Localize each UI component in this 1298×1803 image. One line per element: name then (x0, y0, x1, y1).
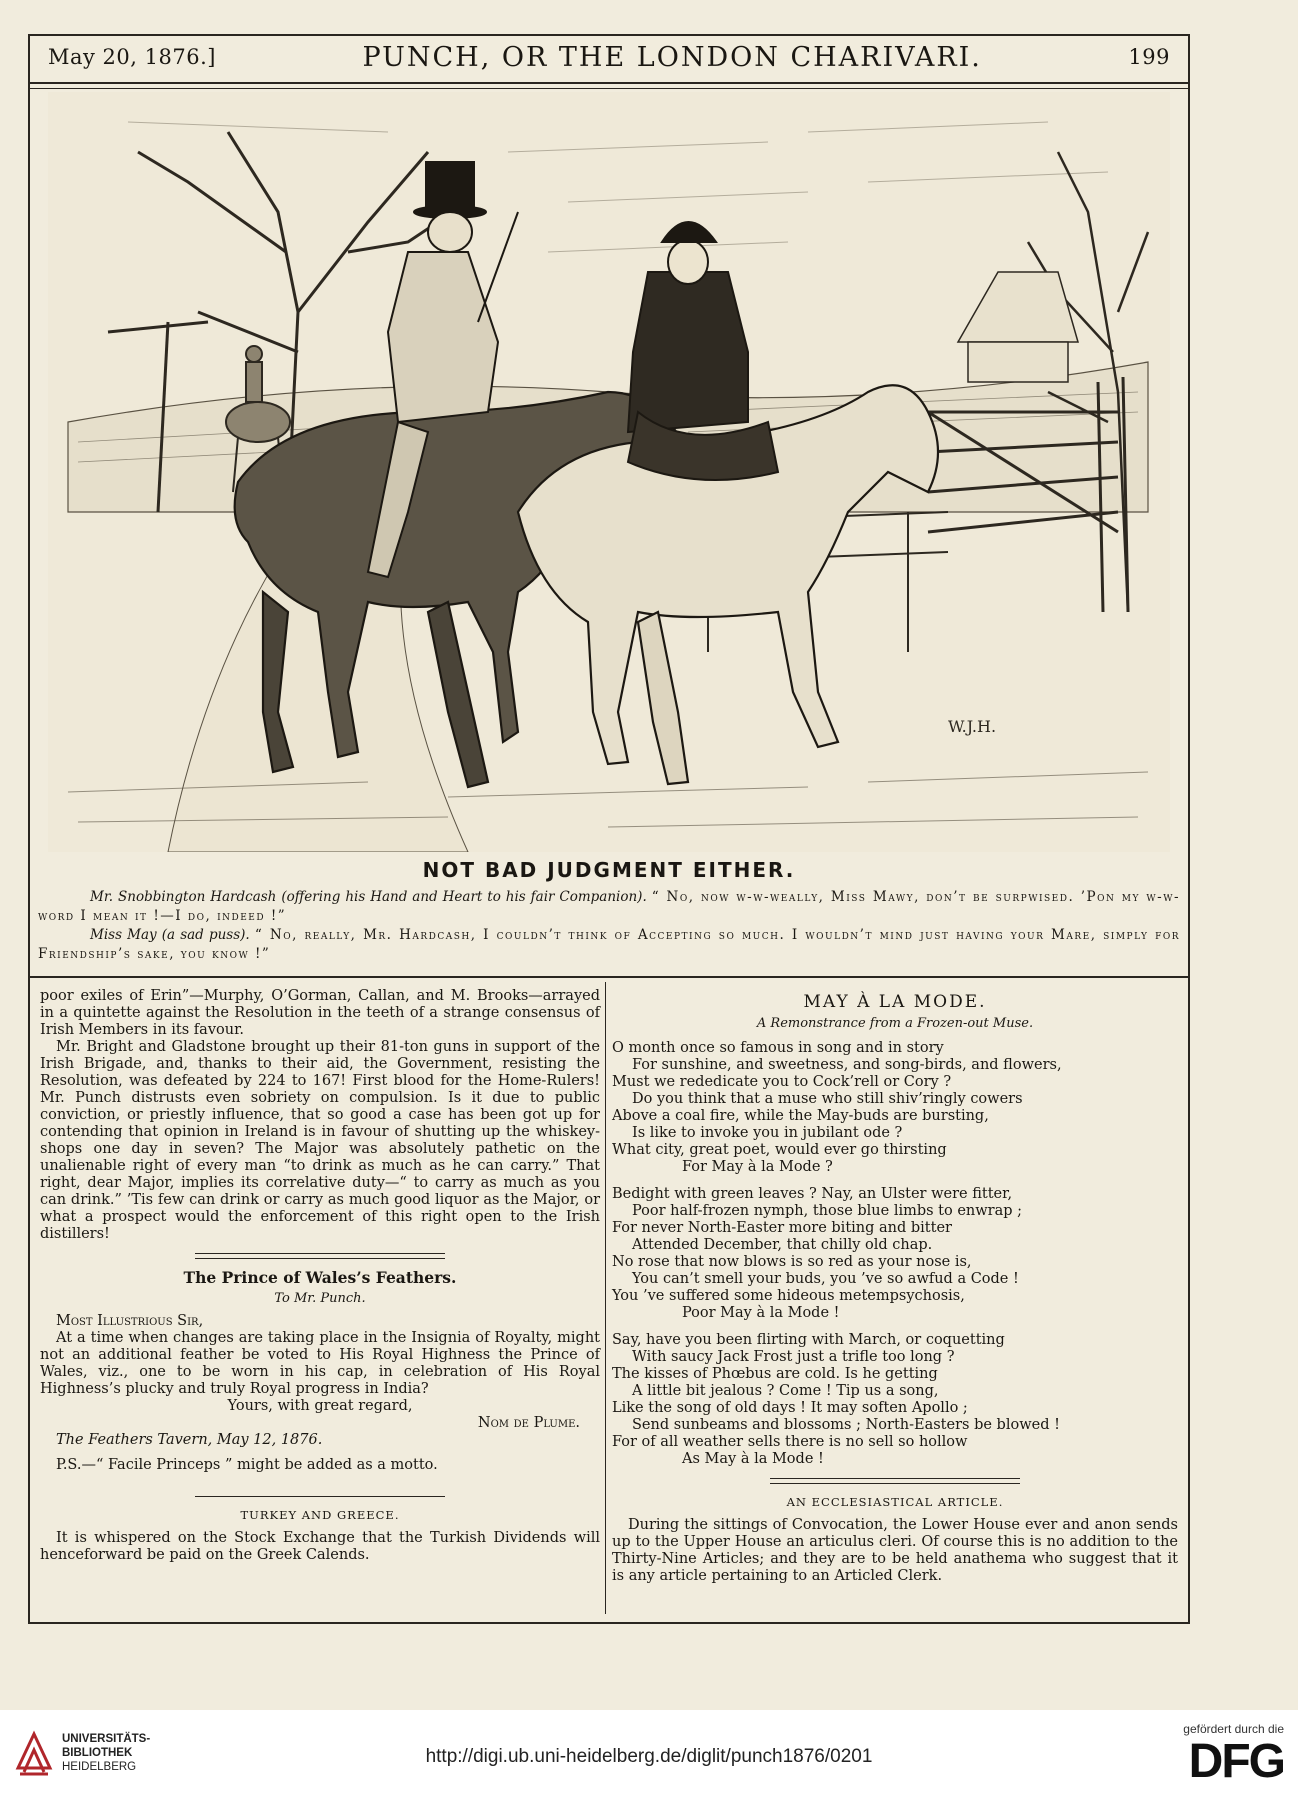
poem-line: As May à la Mode ! (682, 1451, 824, 1467)
feathers-place: The Feathers Tavern, May 12, 1876. (56, 1432, 323, 1448)
feathers-salutation: Most Illustrious Sir, (56, 1313, 204, 1329)
caption-text-2: “ No, really, Mr. Hardcash, I couldn’t think of Accepting so much. I wouldn’t mind just having your Mare, simply for Friendship’s sake, you know !” (38, 927, 1180, 962)
poem-line: Bedight with green leaves ? Nay, an Ulster were fitter, (612, 1186, 1013, 1202)
poem-line: For of all weather sells there is no sell so hollow (612, 1434, 968, 1450)
poem (612, 1040, 1178, 1468)
poem-line: Do you think that a muse who still shiv’ringly cowers (632, 1091, 1023, 1107)
page-frame (28, 34, 1190, 1624)
page-number: 199 (1128, 45, 1170, 69)
cartoon-illustration (48, 92, 1170, 852)
separator (195, 1496, 445, 1497)
poem-line: Send sunbeams and blossoms ; North-Easters be blowed ! (632, 1417, 1060, 1433)
poem-line: You can’t smell your buds, you ’ve so awfud a Code ! (632, 1271, 1019, 1287)
poem-line: You ’ve suffered some hideous metempsychosis, (612, 1288, 965, 1304)
poem-line: Is like to invoke you in jubilant ode ? (632, 1125, 903, 1141)
poem-line: Like the song of old days ! It may soften Apollo ; (612, 1400, 968, 1416)
library-line-3: HEIDELBERG (62, 1761, 137, 1773)
eccl-body: During the sittings of Convocation, the Lower House ever and anon sends up to the Upper House an articulus cleri. Of course this is no addition to the Thirty-Nine Articles; and they are to be held anathema who suggest that it is any article pertaining to an Articled Clerk. (612, 1517, 1178, 1584)
eccl-title: AN ECCLESIASTICAL ARTICLE. (786, 1495, 1004, 1509)
poem-line: Attended December, that chilly old chap. (632, 1237, 933, 1253)
poem-line: O month once so famous in song and in story (612, 1040, 944, 1056)
caption-rule (30, 976, 1188, 978)
feathers-postscript: P.S.—“ Facile Princeps ” might be added as a motto. (56, 1457, 438, 1473)
poem-line: A little bit jealous ? Come ! Tip us a song, (632, 1383, 939, 1399)
header-rule (30, 82, 1188, 89)
header-title: PUNCH, OR THE LONDON CHARIVARI. (362, 41, 982, 73)
poem-line: The kisses of Phœbus are cold. Is he getting (612, 1366, 938, 1382)
caption-text-1: “ No, now w-w-weally, Miss Mawy, don’t be surpwised. ’Pon my w-w-word I mean it !—I do, indeed !” (38, 889, 1181, 924)
poem-line: For May à la Mode ? (682, 1159, 833, 1175)
permalink-url[interactable]: http://digi.ub.uni-heidelberg.de/diglit/punch1876/0201 (425, 1746, 873, 1767)
poem-line: With saucy Jack Frost just a trifle too long ? (632, 1349, 955, 1365)
library-line-2: BIBLIOTHEK (62, 1747, 133, 1759)
feathers-signature: Nom de Plume. (477, 1415, 580, 1431)
feathers-addressee: To Mr. Punch. (274, 1291, 366, 1306)
right-column (612, 988, 1178, 1585)
funder-block (1183, 1722, 1284, 1788)
feathers-closing: Yours, with great regard, (227, 1398, 413, 1414)
poem-line: For sunshine, and sweetness, and song-birds, and flowers, (632, 1057, 1062, 1073)
poem-line: No rose that now blows is so red as your nose is, (612, 1254, 972, 1270)
cartoon-caption (38, 888, 1180, 964)
header-date: May 20, 1876.] (48, 45, 216, 69)
turkey-title: TURKEY AND GREECE. (240, 1508, 400, 1522)
caption-line-1 (38, 888, 1180, 926)
poem-line: Poor May à la Mode ! (682, 1305, 840, 1321)
poem-line: For never North-Easter more biting and bitter (612, 1220, 952, 1236)
left-para-1: poor exiles of Erin”—Murphy, O’Gorman, Callan, and M. Brooks—arrayed in a quintette against the Resolution in the teeth of a strange consensus of Irish Members in its favour. (40, 988, 600, 1038)
feathers-body: At a time when changes are taking place in the Insignia of Royalty, might not an additional feather be voted to His Royal Highness the Prince of Wales, viz., one to be worn in his cap, in celebration of His Royal Highness’s plucky and truly Royal progress in India? (40, 1330, 600, 1397)
poem-line: What city, great poet, would ever go thirsting (612, 1142, 947, 1158)
poem-line: Must we rededicate you to Cock’rell or Cory ? (612, 1074, 952, 1090)
poem-line: Poor half-frozen nymph, those blue limbs to enwrap ; (632, 1203, 1023, 1219)
library-line-1: UNIVERSITÄTS- (62, 1733, 151, 1745)
caption-speaker-2: Miss May (a sad puss). (90, 927, 250, 943)
separator (195, 1253, 445, 1259)
digitization-footer (0, 1710, 1298, 1803)
engraving-drawing (48, 92, 1170, 852)
poem-line: Above a coal fire, while the May-buds are bursting, (612, 1108, 989, 1124)
funding-text: gefördert durch die (1183, 1722, 1284, 1736)
column-divider (605, 982, 606, 1614)
turkey-body: It is whispered on the Stock Exchange that the Turkish Dividends will henceforward be paid on the Greek Calends. (40, 1530, 600, 1563)
left-para-2: Mr. Bright and Gladstone brought up their 81-ton guns in support of the Irish Brigade, and, thanks to their aid, the Government, resisting the Resolution, was defeated by 224 to 167! First blood for the Home-Rulers! Mr. Punch distrusts even sobriety on compulsion. Is it due to public conviction, or priestly influence, that so good a case has been got up for contending that opinion in Ireland is in favour of shutting up the whiskey-shops one day in seven? The Major was absolutely pathetic on the unalienable right of every man “to drink as much as he can carry.” That right, dear Major, implies its correlative duty—“ to carry as much as you can drink.” ’Tis few can drink or carry as much good liquor as the Major, or what a prospect would the enforcement of this right open to the Irish distillers! (40, 1039, 600, 1242)
separator (770, 1478, 1020, 1484)
artist-signature: W.J.H. (948, 717, 997, 736)
dfg-logo[interactable]: DFG (1188, 1735, 1284, 1788)
caption-speaker-1: Mr. Snobbington Hardcash (offering his Hand and Heart to his fair Companion). (90, 889, 647, 905)
running-header (30, 36, 1188, 78)
cartoon-title: NOT BAD JUDGMENT EITHER. (422, 858, 796, 882)
feathers-title: The Prince of Wales’s Feathers. (183, 1268, 457, 1287)
poem-title: MAY À LA MODE. (803, 992, 987, 1012)
caption-line-2 (38, 926, 1180, 964)
poem-line: Say, have you been flirting with March, or coquetting (612, 1332, 1005, 1348)
poem-subtitle: A Remonstrance from a Frozen-out Muse. (756, 1016, 1034, 1031)
left-column (40, 988, 600, 1564)
